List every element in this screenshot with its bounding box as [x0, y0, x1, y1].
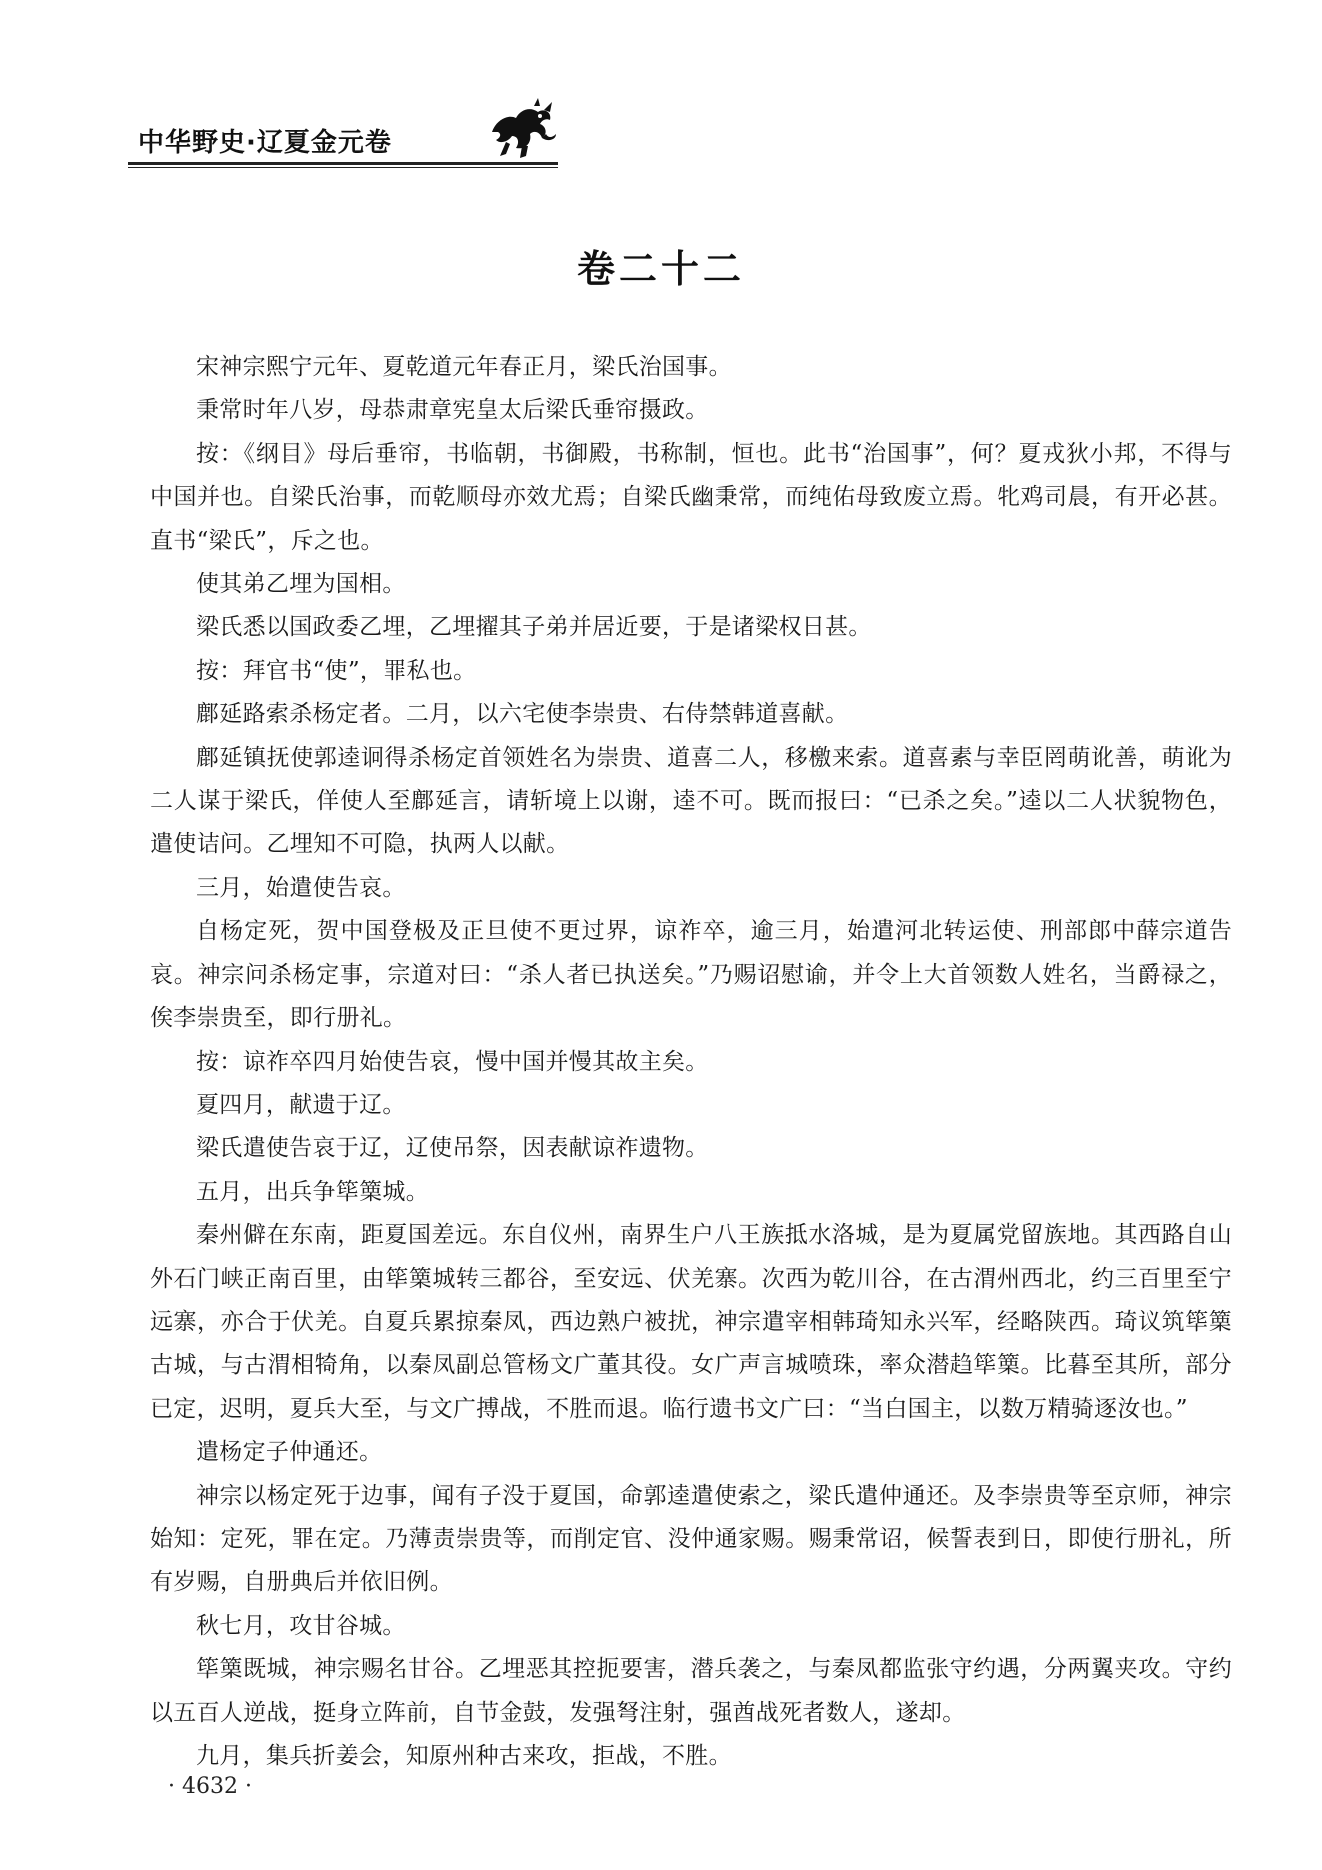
paragraph: 神宗以杨定死于边事，闻有子没于夏国，命郭逵遣使索之，梁氏遣仲通还。及李崇贵等至京师，神宗始知：定死，罪在定。乃薄责崇贵等，而削定官、没仲通家赐。赐秉常诏，候誓表到日，即使行册礼，所有岁赐，自册典后并依旧例。: [150, 1482, 1232, 1596]
paragraph: 宋神宗熙宁元年、夏乾道元年春正月，梁氏治国事。: [196, 354, 732, 380]
paragraph: 秋七月，攻甘谷城。: [196, 1612, 406, 1639]
paragraph: 秉常时年八岁，母恭肃章宪皇太后梁氏垂帘摄政。: [196, 397, 709, 424]
paragraph: 筚篥既城，神宗赐名甘谷。乙埋恶其控扼要害，潜兵袭之，与秦凤都监张守约遇，分两翼夹攻。守约以五百人逆战，挺身立阵前，自节金鼓，发强弩注射，强酋战死者数人，遂却。: [150, 1656, 1232, 1726]
paragraph: 鄜延路索杀杨定者。二月，以六宅使李崇贵、右侍禁韩道喜献。: [196, 701, 849, 728]
paragraph: 使其弟乙埋为国相。: [196, 571, 406, 598]
paragraph: 鄜延镇抚使郭逵诇得杀杨定首领姓名为崇贵、道喜二人，移檄来索。道喜素与幸臣罔萌讹善，萌讹为二人谋于梁氏，佯使人至鄜延言，请斩境上以谢，逵不可。既而报曰：“已杀之矣。”逵以二人状貌物色，遣使诘问。乙埋知不可隐，执两人以献。: [150, 744, 1232, 858]
paragraph: 梁氏遣使告哀于辽，辽使吊祭，因表献谅祚遗物。: [196, 1135, 709, 1162]
paragraph: 九月，集兵折姜会，知原州种古来攻，拒战，不胜。: [196, 1743, 732, 1769]
paragraph: 按：拜官书“使”，罪私也。: [196, 657, 477, 684]
paragraph: 按：《纲目》母后垂帘，书临朝，书御殿，书称制，恒也。此书“治国事”，何？夏戎狄小邦，不得与中国并也。自梁氏治事，而乾顺母亦效尤焉；自梁氏幽秉常，而纯佑母致废立焉。牝鸡司晨，有开必甚。直书“梁氏”，斥之也。: [150, 440, 1232, 554]
paragraph: 三月，始遣使告哀。: [196, 874, 406, 901]
running-header: [128, 100, 558, 166]
chapter-title: 卷二十二: [576, 247, 745, 291]
dragon-icon: [486, 98, 558, 160]
header-rule-thin: [128, 167, 558, 168]
paragraph: 梁氏悉以国政委乙埋，乙埋擢其子弟并居近要，于是诸梁权日甚。: [196, 614, 872, 641]
paragraph: 按：谅祚卒四月始使告哀，慢中国并慢其故主矣。: [196, 1048, 709, 1075]
header-title: 中华野史·辽夏金元卷: [138, 128, 392, 158]
paragraph: 遣杨定子仲通还。: [196, 1439, 383, 1466]
page-number: · 4632 ·: [168, 1774, 252, 1799]
body-text: [150, 346, 1232, 1778]
paragraph: 五月，出兵争筚篥城。: [196, 1178, 429, 1205]
paragraph: 秦州僻在东南，距夏国差远。东自仪州，南界生户八王族抵水洛城，是为夏属党留族地。其西路自山外石门峡正南百里，由筚篥城转三都谷，至安远、伏羌寨。次西为乾川谷，在古渭州西北，约三百里至宁远寨，亦合于伏羌。自夏兵累掠秦凤，西边熟户被扰，神宗遣宰相韩琦知永兴军，经略陕西。琦议筑筚篥古城，与古渭相犄角，以秦凤副总管杨文广董其役。女广声言城喷珠，率众潜趋筚篥。比暮至其所，部分已定，迟明，夏兵大至，与文广搏战，不胜而退。临行遗书文广曰：“当白国主，以数万精骑逐汝也。”: [150, 1222, 1232, 1422]
header-rule: [128, 162, 558, 165]
paragraph: 自杨定死，贺中国登极及正旦使不更过界，谅祚卒，逾三月，始遣河北转运使、刑部郎中薛宗道告哀。神宗问杀杨定事，宗道对曰：“杀人者已执送矣。”乃赐诏慰谕，并令上大首领数人姓名，当爵禄之，俟李崇贵至，即行册礼。: [150, 918, 1232, 1032]
paragraph: 夏四月，献遗于辽。: [196, 1091, 406, 1118]
